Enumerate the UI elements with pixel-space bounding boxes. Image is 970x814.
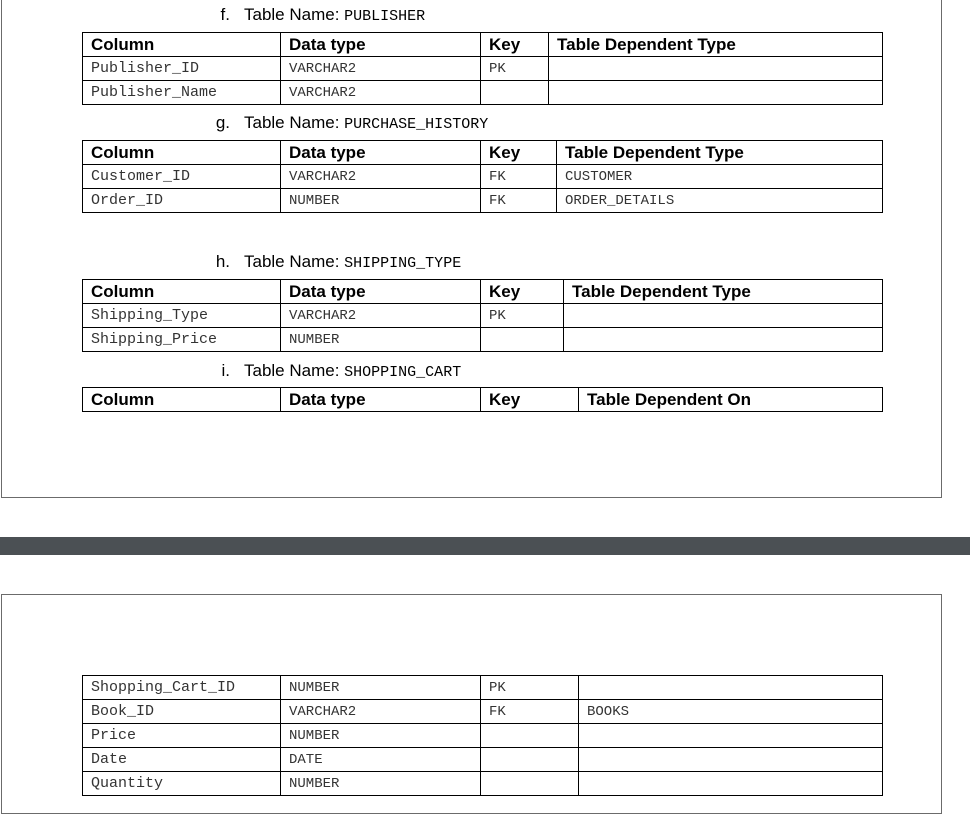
table-shopping-cart-rows (82, 675, 883, 796)
table-shopping-cart-header (82, 387, 883, 412)
table-name: PURCHASE_HISTORY (344, 116, 489, 133)
table-name: PUBLISHER (344, 8, 426, 25)
header-key: Key (481, 33, 549, 57)
cell-data-type: NUMBER (281, 676, 481, 700)
cell-key: FK (481, 700, 579, 724)
header-dependent-on: Table Dependent On (579, 388, 883, 412)
header-key: Key (481, 388, 579, 412)
cell-dependent (549, 57, 883, 81)
document-page-2 (1, 594, 942, 814)
heading-label: Table Name: (244, 5, 345, 24)
cell-dependent (579, 724, 883, 748)
cell-key: PK (481, 57, 549, 81)
heading-label: Table Name: (244, 113, 345, 132)
cell-dependent: CUSTOMER (557, 165, 883, 189)
header-data-type: Data type (281, 388, 481, 412)
table-header-row (83, 280, 883, 304)
table-heading-shipping-type (215, 252, 462, 272)
cell-column: Price (83, 724, 281, 748)
cell-key: FK (481, 165, 557, 189)
cell-key: FK (481, 189, 557, 213)
cell-column: Publisher_ID (83, 57, 281, 81)
cell-data-type: DATE (281, 748, 481, 772)
cell-dependent (564, 304, 883, 328)
table-row (83, 165, 883, 189)
header-column: Column (83, 280, 281, 304)
cell-key (481, 772, 579, 796)
header-key: Key (481, 141, 557, 165)
table-publisher (82, 32, 883, 105)
table-row (83, 304, 883, 328)
cell-data-type: VARCHAR2 (281, 81, 481, 105)
cell-data-type: NUMBER (281, 328, 481, 352)
cell-data-type: NUMBER (281, 724, 481, 748)
cell-key: PK (481, 304, 564, 328)
cell-column: Quantity (83, 772, 281, 796)
header-column: Column (83, 388, 281, 412)
header-column: Column (83, 33, 281, 57)
cell-column: Book_ID (83, 700, 281, 724)
table-row (83, 724, 883, 748)
cell-dependent (564, 328, 883, 352)
cell-dependent (579, 676, 883, 700)
heading-label: Table Name: (244, 361, 345, 380)
cell-data-type: VARCHAR2 (281, 304, 481, 328)
heading-label: Table Name: (244, 252, 345, 271)
table-heading-publisher (220, 5, 426, 25)
cell-column: Shipping_Price (83, 328, 281, 352)
header-data-type: Data type (281, 33, 481, 57)
table-name: SHIPPING_TYPE (344, 255, 462, 272)
header-dependent-type: Table Dependent Type (564, 280, 883, 304)
cell-data-type: VARCHAR2 (281, 165, 481, 189)
list-marker: f. (220, 5, 230, 24)
table-row (83, 189, 883, 213)
cell-column: Customer_ID (83, 165, 281, 189)
header-dependent-type: Table Dependent Type (549, 33, 883, 57)
table-heading-purchase-history (215, 113, 489, 133)
cell-key (481, 724, 579, 748)
header-dependent-type: Table Dependent Type (557, 141, 883, 165)
cell-dependent (549, 81, 883, 105)
cell-dependent: BOOKS (579, 700, 883, 724)
table-row (83, 772, 883, 796)
document-page-1 (1, 0, 942, 498)
header-data-type: Data type (281, 280, 481, 304)
table-row (83, 700, 883, 724)
cell-key (481, 748, 579, 772)
list-marker: h. (215, 252, 230, 271)
table-header-row (83, 33, 883, 57)
cell-column: Order_ID (83, 189, 281, 213)
table-shipping-type (82, 279, 883, 352)
cell-key (481, 81, 549, 105)
cell-dependent (579, 748, 883, 772)
cell-key: PK (481, 676, 579, 700)
cell-data-type: NUMBER (281, 772, 481, 796)
cell-data-type: NUMBER (281, 189, 481, 213)
table-heading-shopping-cart (221, 361, 462, 381)
cell-column: Publisher_Name (83, 81, 281, 105)
header-data-type: Data type (281, 141, 481, 165)
cell-column: Date (83, 748, 281, 772)
cell-dependent (579, 772, 883, 796)
table-row (83, 328, 883, 352)
cell-key (481, 328, 564, 352)
cell-data-type: VARCHAR2 (281, 700, 481, 724)
list-marker: g. (215, 113, 230, 132)
table-row (83, 57, 883, 81)
cell-column: Shopping_Cart_ID (83, 676, 281, 700)
table-header-row (83, 141, 883, 165)
table-name: SHOPPING_CART (344, 364, 462, 381)
table-header-row (83, 388, 883, 412)
list-marker: i. (221, 361, 230, 380)
header-column: Column (83, 141, 281, 165)
table-row (83, 676, 883, 700)
cell-data-type: VARCHAR2 (281, 57, 481, 81)
page-separator (0, 537, 970, 555)
cell-dependent: ORDER_DETAILS (557, 189, 883, 213)
header-key: Key (481, 280, 564, 304)
table-row (83, 81, 883, 105)
table-row (83, 748, 883, 772)
table-purchase-history (82, 140, 883, 213)
cell-column: Shipping_Type (83, 304, 281, 328)
